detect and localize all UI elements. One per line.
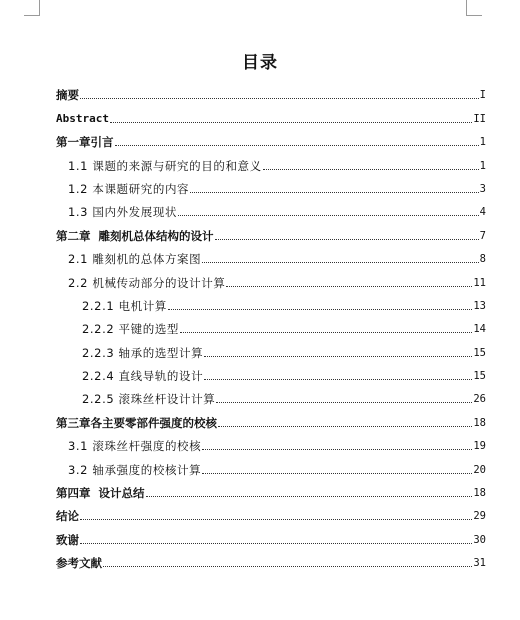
- toc-entry[interactable]: [56, 430, 486, 453]
- toc-leader-dots: [110, 122, 472, 123]
- toc-entry[interactable]: [56, 500, 486, 523]
- toc-entry[interactable]: [56, 173, 486, 196]
- toc-entry-label: 第四章 设计总结: [56, 486, 145, 501]
- toc-entry-label: 1.1 课题的来源与研究的目的和意义: [68, 158, 262, 173]
- toc-page-number: 29: [473, 510, 486, 523]
- toc-page-number: 30: [473, 533, 486, 546]
- toc-leader-dots: [202, 262, 478, 263]
- toc-entry[interactable]: [56, 477, 486, 500]
- table-of-contents: [56, 79, 486, 570]
- toc-page-number: 1: [479, 136, 486, 149]
- toc-leader-dots: [202, 449, 472, 450]
- toc-entry[interactable]: [56, 102, 486, 125]
- toc-leader-dots: [216, 402, 472, 403]
- toc-page-number: 13: [473, 299, 486, 312]
- toc-leader-dots: [215, 239, 479, 240]
- toc-leader-dots: [103, 566, 472, 567]
- toc-page-number: 1: [479, 159, 486, 172]
- toc-leader-dots: [80, 98, 479, 99]
- toc-leader-dots: [218, 426, 472, 427]
- toc-entry-label: 1.3 国内外发展现状: [68, 205, 178, 220]
- toc-page-number: 7: [479, 229, 486, 242]
- toc-page-number: 15: [473, 346, 486, 359]
- toc-page-number: 26: [473, 393, 486, 406]
- toc-entry[interactable]: [56, 266, 486, 289]
- toc-entry-label: 第二章 雕刻机总体结构的设计: [56, 228, 214, 243]
- crop-mark-top-left: [39, 0, 40, 15]
- toc-leader-dots: [115, 145, 479, 146]
- toc-entry-label: 2.2.4 直线导轨的设计: [82, 369, 204, 384]
- toc-entry[interactable]: [56, 336, 486, 359]
- toc-entry[interactable]: [56, 79, 486, 102]
- toc-entry-label: 3.2 轴承强度的校核计算: [68, 462, 202, 477]
- toc-leader-dots: [180, 332, 472, 333]
- toc-entry-label: 致谢: [56, 532, 79, 547]
- toc-leader-dots: [80, 543, 472, 544]
- crop-mark-top-left: [24, 15, 40, 16]
- toc-leader-dots: [168, 309, 472, 310]
- toc-page-number: 11: [473, 276, 486, 289]
- toc-page-number: 31: [473, 557, 486, 570]
- toc-page-number: 4: [479, 206, 486, 219]
- toc-leader-dots: [263, 169, 479, 170]
- toc-entry-label: 第一章引言: [56, 135, 114, 150]
- crop-mark-top-right: [466, 0, 467, 15]
- toc-leader-dots: [178, 215, 479, 216]
- toc-entry-label: 1.2 本课题研究的内容: [68, 181, 190, 196]
- toc-leader-dots: [146, 496, 473, 497]
- toc-entry-label: Abstract: [56, 111, 109, 125]
- toc-entry-label: 第三章各主要零部件强度的校核: [56, 415, 217, 430]
- toc-page-number: 20: [473, 463, 486, 476]
- toc-page-number: 14: [473, 323, 486, 336]
- toc-page-number: 19: [473, 440, 486, 453]
- toc-title: 目录: [242, 53, 278, 73]
- toc-entry[interactable]: [56, 290, 486, 313]
- toc-entry-label: 2.2.2 平键的选型: [82, 322, 180, 337]
- toc-page-number: II: [473, 112, 486, 125]
- toc-entry[interactable]: [56, 243, 486, 266]
- toc-entry-label: 参考文献: [56, 556, 102, 571]
- toc-page-number: 15: [473, 370, 486, 383]
- toc-leader-dots: [80, 519, 472, 520]
- toc-entry[interactable]: [56, 360, 486, 383]
- toc-entry[interactable]: [56, 383, 486, 406]
- toc-entry[interactable]: [56, 219, 486, 242]
- toc-entry-label: 3.1 滚珠丝杆强度的校核: [68, 439, 202, 454]
- toc-page-number: 18: [473, 416, 486, 429]
- toc-page-number: 18: [473, 487, 486, 500]
- toc-entry[interactable]: [56, 453, 486, 476]
- toc-page-number: I: [479, 89, 486, 102]
- toc-entry-label: 摘要: [56, 88, 79, 103]
- toc-entry-label: 2.1 雕刻机的总体方案图: [68, 252, 202, 267]
- toc-entry-label: 结论: [56, 509, 79, 524]
- toc-entry-label: 2.2 机械传动部分的设计计算: [68, 275, 226, 290]
- toc-leader-dots: [204, 379, 472, 380]
- toc-page-number: 3: [479, 182, 486, 195]
- crop-mark-top-right: [466, 15, 482, 16]
- toc-entry[interactable]: [56, 547, 486, 570]
- toc-entry[interactable]: [56, 406, 486, 429]
- toc-page-number: 8: [479, 253, 486, 266]
- toc-entry[interactable]: [56, 149, 486, 172]
- toc-entry[interactable]: [56, 196, 486, 219]
- toc-leader-dots: [226, 286, 472, 287]
- toc-entry[interactable]: [56, 523, 486, 546]
- toc-entry[interactable]: [56, 313, 486, 336]
- toc-entry-label: 2.2.5 滚珠丝杆设计计算: [82, 392, 216, 407]
- toc-entry[interactable]: [56, 126, 486, 149]
- toc-leader-dots: [202, 473, 472, 474]
- toc-entry-label: 2.2.1 电机计算: [82, 298, 167, 313]
- toc-entry-label: 2.2.3 轴承的选型计算: [82, 345, 204, 360]
- toc-leader-dots: [190, 192, 479, 193]
- toc-leader-dots: [204, 356, 472, 357]
